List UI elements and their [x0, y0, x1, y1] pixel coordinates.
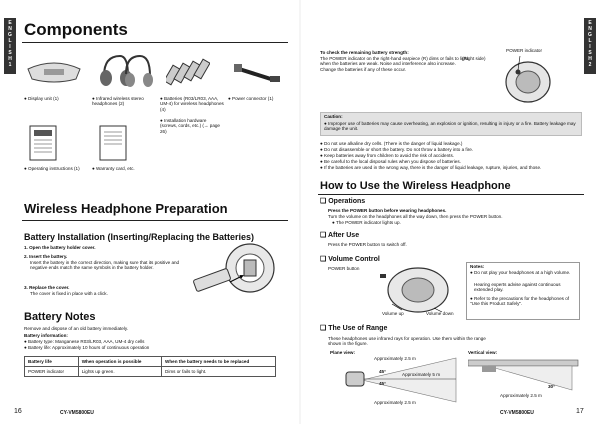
language-tab-left — [4, 18, 16, 74]
approx-bottom-label: Approximately 2.5 m — [374, 400, 416, 405]
plane-view-label: Plane view: — [330, 350, 356, 355]
caution-body: ● Improper use of batteries may cause overheating, an explosion or ignition, resulting in injury or a fire. Battery leakage may damage the unit. — [324, 121, 576, 132]
right-side-label: (Right side) — [462, 56, 486, 61]
table-cell: POWER indicator — [25, 367, 79, 377]
operations-title: ❑ Operations — [320, 198, 366, 205]
power-button-label: POWER button — [328, 266, 360, 271]
caution-title: Caution: — [324, 114, 343, 119]
note-item: Hearing experts advise against continuous extended play. — [474, 282, 561, 293]
note-item: ● Refer to the precautions for the headphones of "Use this Product Safely". — [470, 296, 570, 307]
batteries-illustration — [166, 56, 210, 86]
approx-mid-label: Approximately 5 m — [402, 372, 441, 377]
page-number-right: 17 — [576, 408, 584, 415]
model-name-right: CY-VM5800EU — [500, 410, 534, 416]
battery-info-line: ● Battery type: Manganese R03/LR03, AAA, UM-4 dry cells — [24, 339, 145, 344]
battery-life-table — [24, 356, 276, 377]
model-name-left: CY-VM5800EU — [60, 410, 94, 416]
component-label: ● Batteries (R03/LR03, AAA, UM-4) for wireless headphones (4) — [160, 96, 224, 112]
battery-info-title: Battery information: — [24, 333, 68, 338]
approx-top-label: Approximately 2.5 m — [374, 356, 416, 361]
vertical-view-label: Vertical view: — [468, 350, 498, 355]
page-number-left: 16 — [14, 408, 22, 415]
earpiece-illustration — [496, 54, 566, 106]
volume-control-title: ❑ Volume Control — [320, 256, 380, 263]
component-label: ● Operating instructions (1) — [24, 166, 80, 171]
step-2-title: 2. Insert the battery. — [24, 254, 68, 259]
check-body: The POWER indicator on the right-hand earpiece (R) dims or fails to light when the batteries are weak. Noise and interference also increase. Change the batteries if any of these occur. — [320, 56, 469, 72]
step-2-body: Insert the battery in the correct direction, making sure that its positive and negative ends match the same symbols in the battery holder. — [30, 260, 180, 271]
check-title: To check the remaining battery strength: — [320, 50, 409, 55]
angle-label: 45° — [379, 369, 386, 374]
tab-letter: G — [8, 32, 12, 38]
battery-info-line: ● Battery life: Approximately 10 hours of continuous operation — [24, 345, 150, 350]
notes-title: Notes: — [470, 264, 485, 269]
warranty-card-illustration — [98, 124, 128, 162]
tab-letter: L — [588, 38, 592, 44]
battery-notes-intro: Remove and dispose of an old battery immediately. — [24, 326, 129, 331]
component-label: ● Power connector (1) — [228, 96, 274, 101]
battery-holder-illustration — [184, 238, 284, 308]
step-1-title: 1. Open the battery holder cover. — [24, 245, 96, 250]
step-3-title: 3. Replace the cover. — [24, 285, 70, 290]
note-item: ● Do not play your headphones at a high volume. — [470, 270, 571, 275]
tab-letter: H — [588, 56, 592, 62]
warning-item: ● Do not disassemble or short the battery. Do not throw a battery into a fire. — [320, 147, 474, 152]
operations-body: Turn the volume on the headphones all the way down, then press the POWER button. — [328, 214, 503, 219]
display-unit-illustration — [24, 55, 84, 91]
tab-letter: L — [8, 38, 12, 44]
table-header: When operation is possible — [78, 357, 161, 367]
page-fold — [299, 0, 301, 424]
table-cell: Dims or fails to light. — [162, 367, 276, 377]
operations-bold: Press the POWER button before wearing headphones. — [328, 208, 447, 213]
tab-letter: H — [8, 56, 12, 62]
warning-item: ● Do not use alkaline dry cells. (There is the danger of liquid leakage.) — [320, 141, 463, 146]
table-row — [25, 367, 276, 377]
prep-title: Wireless Headphone Preparation — [24, 201, 228, 216]
component-label: ● Infrared wireless stereo headphones (2) — [92, 96, 144, 107]
power-indicator-label: POWER indicator — [506, 48, 542, 53]
prep-rule — [22, 220, 288, 221]
tab-letter: S — [588, 50, 592, 56]
table-cell: Lights up green. — [78, 367, 161, 377]
table-header: Battery life — [25, 357, 79, 367]
tab-letter: E — [8, 20, 12, 26]
after-use-title: ❑ After Use — [320, 232, 360, 239]
components-rule — [22, 42, 288, 43]
table-header: When the battery needs to be replaced — [162, 357, 276, 367]
language-tab-right — [584, 18, 596, 74]
volume-control-illustration — [372, 264, 462, 314]
battery-install-title: Battery Installation (Inserting/Replacing the Batteries) — [24, 232, 255, 242]
volume-down-label: Volume down — [426, 311, 454, 316]
tab-letter: 2 — [588, 62, 592, 68]
angle-label: 30° — [548, 384, 555, 389]
tab-letter: 1 — [8, 62, 12, 68]
warning-item: ● Keep batteries away from children to avoid the risk of accidents. — [320, 153, 455, 158]
component-label: ● Warranty card, etc. — [92, 166, 135, 171]
after-use-body: Press the POWER button to switch off. — [328, 242, 407, 247]
tab-letter: I — [589, 44, 591, 50]
tab-letter: N — [8, 26, 12, 32]
table-header-row — [25, 357, 276, 367]
component-label: ● Installation hardware (screws, cords, etc.) (→ page 26) — [160, 118, 220, 134]
tab-letter: N — [588, 26, 592, 32]
range-body: These headphones use infrared rays for operation. Use them within the range shown in the figure. — [328, 336, 486, 347]
approx-vertical-label: Approximately 2.5 m — [500, 393, 542, 398]
tab-letter: E — [588, 20, 592, 26]
component-label: ● Display unit (1) — [24, 96, 59, 101]
headphones-illustration — [96, 52, 156, 90]
warning-item: ● If the batteries are used in the wrong way, there is the danger of liquid leakage, rupture, injuries, and those. — [320, 165, 542, 170]
volume-up-label: Volume up — [382, 311, 404, 316]
vertical-view-diagram — [468, 356, 584, 396]
howto-rule — [318, 194, 584, 195]
power-connector-illustration — [232, 56, 282, 86]
tab-letter: S — [8, 50, 12, 56]
step-3-body: The cover is fixed in place with a click. — [30, 291, 108, 296]
tab-letter: I — [9, 44, 11, 50]
components-title: Components — [24, 20, 128, 39]
tab-letter: G — [588, 32, 592, 38]
angle-label: 45° — [379, 381, 386, 386]
howto-title: How to Use the Wireless Headphone — [320, 180, 511, 192]
instructions-booklet-illustration — [28, 124, 58, 162]
operations-bullet: ● The POWER indicator lights up. — [332, 220, 401, 225]
battery-notes-title: Battery Notes — [24, 311, 96, 323]
range-title: ❑ The Use of Range — [320, 325, 388, 332]
warning-item: ● Be careful to the local disposal rules when you dispose of batteries. — [320, 159, 461, 164]
